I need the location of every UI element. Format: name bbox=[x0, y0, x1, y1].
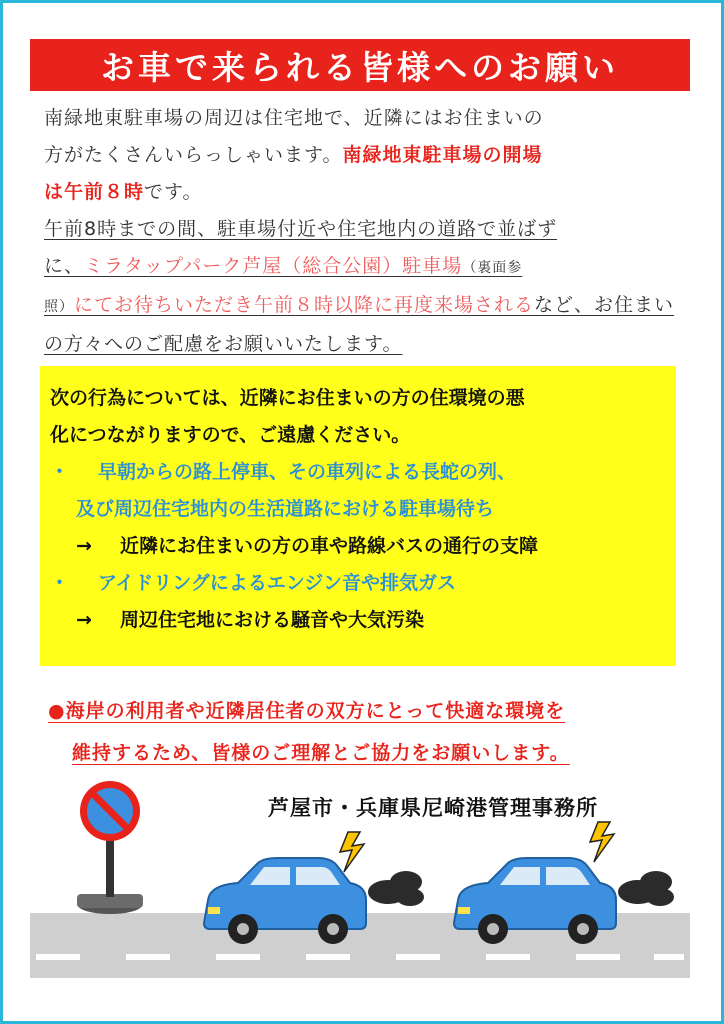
opening-time-highlight: 南緑地東駐車場の開場 bbox=[342, 144, 543, 166]
reference-note: 照） bbox=[44, 299, 74, 315]
bullet-item bbox=[50, 454, 666, 491]
intro-line bbox=[44, 137, 684, 174]
intro-line bbox=[44, 248, 684, 287]
intro-line: 午前8時までの間、駐車場付近や住宅地内の道路で並ばず bbox=[44, 218, 558, 240]
closing-request bbox=[48, 690, 688, 774]
arrow-icon: → bbox=[76, 535, 92, 557]
prohibited-actions-box bbox=[40, 366, 676, 666]
closing-line: 維持するため、皆様のご理解とご協力をお願いします。 bbox=[72, 742, 570, 764]
lightning-noise-icon bbox=[590, 822, 614, 862]
notice-heading: 次の行為については、近隣にお住まいの方の住環境の悪 bbox=[50, 387, 525, 409]
page-title: お車で来られる皆様へのお願い bbox=[30, 39, 690, 91]
wait-instruction: にてお待ちいただき午前８時以降に再度来場される bbox=[74, 294, 535, 316]
exhaust-smoke-icon bbox=[368, 871, 424, 906]
intro-line: 南緑地東駐車場の周辺は住宅地で、近隣にはお住まいの bbox=[44, 107, 544, 129]
intro-text: です。 bbox=[144, 181, 203, 203]
exhaust-smoke-icon bbox=[618, 871, 674, 906]
alternative-parking-name: ミラタップパーク芦屋（総合公園）駐車場 bbox=[84, 255, 463, 277]
reference-note: （裏面参 bbox=[462, 260, 523, 276]
bullet-mark: ・ bbox=[50, 461, 70, 483]
intro-paragraph bbox=[44, 100, 684, 363]
bullet-item-continued: 及び周辺住宅地内の生活道路における駐車場待ち bbox=[76, 498, 495, 520]
intro-line bbox=[44, 287, 684, 363]
bullet-text: 早朝からの路上停車、その車列による長蛇の列、 bbox=[98, 461, 517, 483]
issuing-organization: 芦屋市・兵庫県尼崎港管理事務所 bbox=[268, 796, 598, 820]
no-parking-sign-icon bbox=[77, 781, 143, 914]
consequence-text: 周辺住宅地における騒音や大気汚染 bbox=[120, 609, 425, 631]
bullet-mark: ・ bbox=[50, 572, 70, 594]
intro-line bbox=[44, 174, 684, 211]
bullet-item bbox=[50, 565, 666, 602]
intro-text: に、 bbox=[44, 255, 85, 277]
consequence-item bbox=[50, 528, 666, 565]
closing-line: ●海岸の利用者や近隣居住者の双方にとって快適な環境を bbox=[48, 700, 566, 722]
consequence-item bbox=[50, 602, 666, 639]
arrow-icon: → bbox=[76, 609, 92, 631]
intro-text: など、お住まいの方々へのご配慮をお願いいたします。 bbox=[44, 294, 675, 355]
lightning-noise-icon bbox=[340, 832, 364, 872]
consequence-text: 近隣にお住まいの方の車や路線バスの通行の支障 bbox=[120, 535, 539, 557]
bullet-text: アイドリングによるエンジン音や排気ガス bbox=[98, 572, 456, 594]
intro-text: 方がたくさんいらっしゃいます。 bbox=[44, 144, 343, 166]
notice-heading: 化につながりますので、ご遠慮ください。 bbox=[50, 424, 411, 446]
opening-time-highlight: は午前８時 bbox=[44, 181, 145, 203]
